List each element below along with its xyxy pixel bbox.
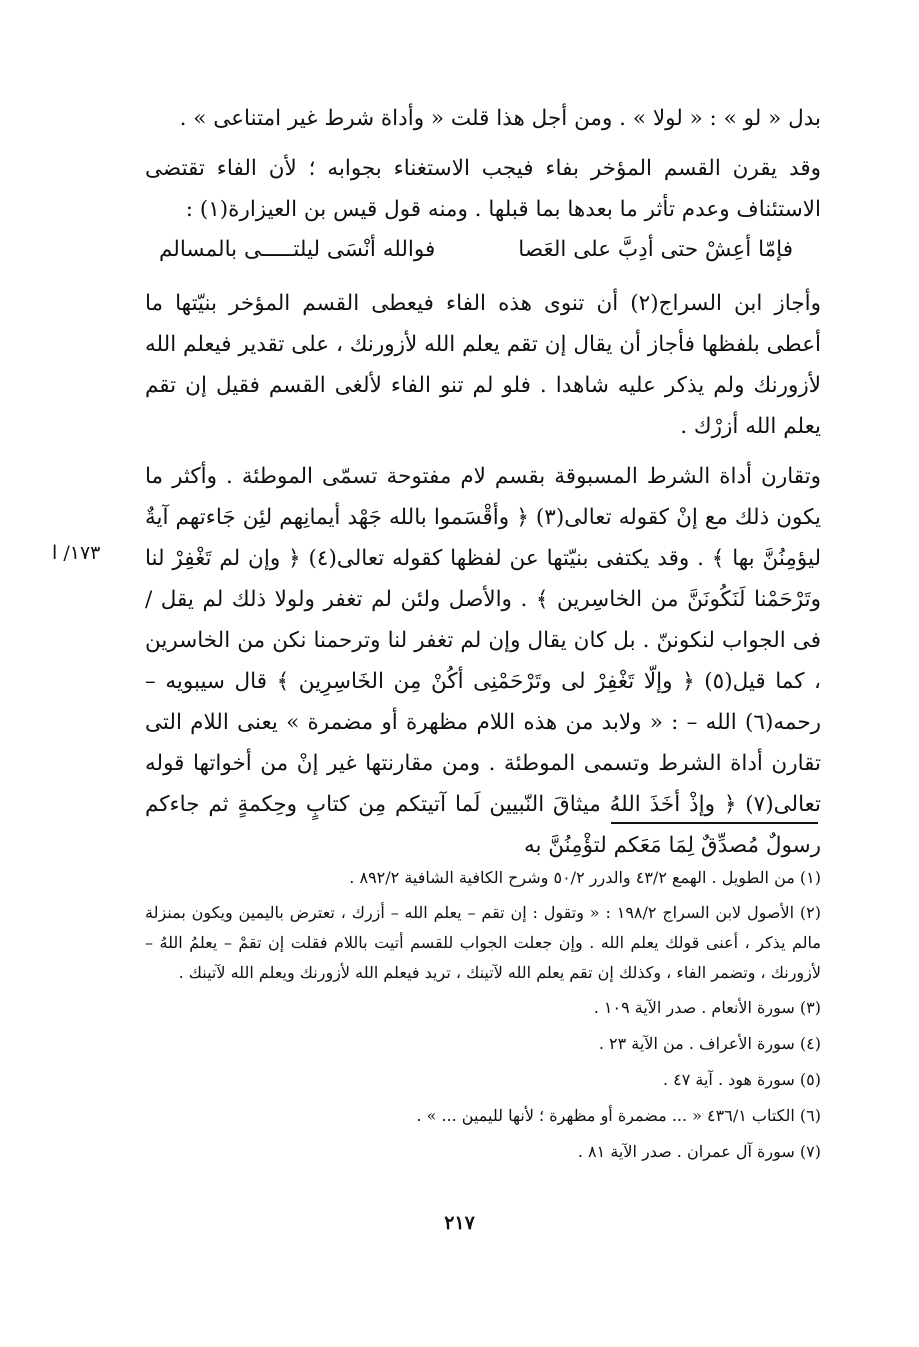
footnote-5: (٥) سورة هود . آية ٤٧ . (662, 1070, 821, 1089)
paragraph-3: وأجاز ابن السراج(٢) أن تنوى هذه الفاء فيعطى القسم المؤخر بنيّتها ما أعطى بلفظها فأجاز أن يقال إن تقم يعلم الله لأزورنك ، على تقدير فيعلم الله لأزورنك ولم يذكر عليه شاهدا . فلو لم تنو الفاء لألغى القسم فقيل إن تقم يعلم الله أزرْك . (145, 291, 821, 439)
paragraph-2: وقد يقرن القسم المؤخر بفاء فيجب الاستغناء بجوابه ؛ لأن الفاء تقتضى الاستئناف وعدم تأثر ما بعدها بما قبلها . ومنه قول قيس بن العيزارة(١) : (145, 156, 821, 222)
paragraph-4: وتقارن أداة الشرط المسبوقة بقسم لام مفتوحة تسمّى الموطئة . وأكثر ما يكون ذلك مع إنْ كقوله تعالى(٣) ﴿ وأقْسَموا بالله جَهْد أيمانِهم لئِن جَاءتهم آيةٌ ليؤمِنُنَّ بها ﴾ . وقد يكتفى بنيّتها عن لفظها كقوله تعالى(٤) ﴿ وإن لم تَغْفِرْ لنا وتَرْحَمْنا لَنَكُونَنَّ من الخاسِرين ﴾ . والأصل ولئن لم تغفر ولولا ذلك لم يقل / فى الجواب لنكوننّ . بل كان يقال وإن لم تغفر لنا وترحمنا نكن من الخاسرين ، كما قيل(٥) ﴿ وإلّا تَغْفِرْ لى وتَرْحَمْنِى أكُنْ مِن الخَاسِرِين ﴾ قال سيبويه – رحمه(٦) الله – : « ولابد من هذه اللام مظهرة أو مضمرة » يعنى اللام التى تقارن أداة الشرط وتسمى الموطئة . ومن مقارنتها غير إنْ من أخواتها قوله تعالى(٧) ﴿ وإذْ أخَذَ اللهُ ميثاقَ النّبيين لَما آتيتكم مِن كتابٍ وحِكمةٍ ثم جاءكم رسولٌ مُصدِّقٌ لِمَا مَعَكم لتؤْمِنُنَّ به (145, 464, 822, 858)
verse-second-hemistich: فوالله أنْسَى ليلتـــــى بالمسالم (159, 237, 436, 262)
footnote-3: (٣) سورة الأنعام . صدر الآية ١٠٩ . (593, 998, 821, 1017)
footnote-separator (611, 822, 818, 824)
footnotes (145, 862, 821, 1172)
footnote-7: (٧) سورة آل عمران . صدر الآية ٨١ . (577, 1142, 821, 1161)
manuscript-folio-marker: ١٧٣/ ا (52, 542, 101, 564)
footnote-1: (١) من الطويل . الهمع ٤٣/٢ والدرر ٥٠/٢ وشرح الكافية الشافية ٨٩٢/٢ . (349, 868, 821, 887)
footnote-2: (٢) الأصول لابن السراج ١٩٨/٢ : « وتقول : إن تقم – يعلم الله – أزرك ، تعترض باليمين ويكون بمنزلة مالم يذكر ، أعنى قولك يعلم الله . وإن جعلت الجواب للقسم أتيت باللام فقلت إن تقمْ – يعلمُ اللهُ – لأزورنك ، وتضمر الفاء ، وكذلك إن تقم يعلم الله لآتينك ، تريد فيعلم الله لأزورنك ويعلم الله لآتينك . (145, 903, 821, 982)
poetry-verse (145, 230, 821, 270)
paragraph-1: بدل « لو » : « لولا » . ومن أجل هذا قلت « وأداة شرط غير امتناعى » . (179, 106, 821, 131)
footnote-4: (٤) سورة الأعراف . من الآية ٢٣ . (598, 1034, 821, 1053)
main-text (145, 98, 821, 866)
verse-first-hemistich: فإمّا أعِشْ حتى أدِبَّ على العَصا (518, 237, 793, 262)
footnote-6: (٦) الكتاب ٤٣٦/١ « ... مضمرة أو مظهرة ؛ لأنها لليمين ... » . (416, 1106, 821, 1125)
page-number: ٢١٧ (444, 1212, 475, 1234)
